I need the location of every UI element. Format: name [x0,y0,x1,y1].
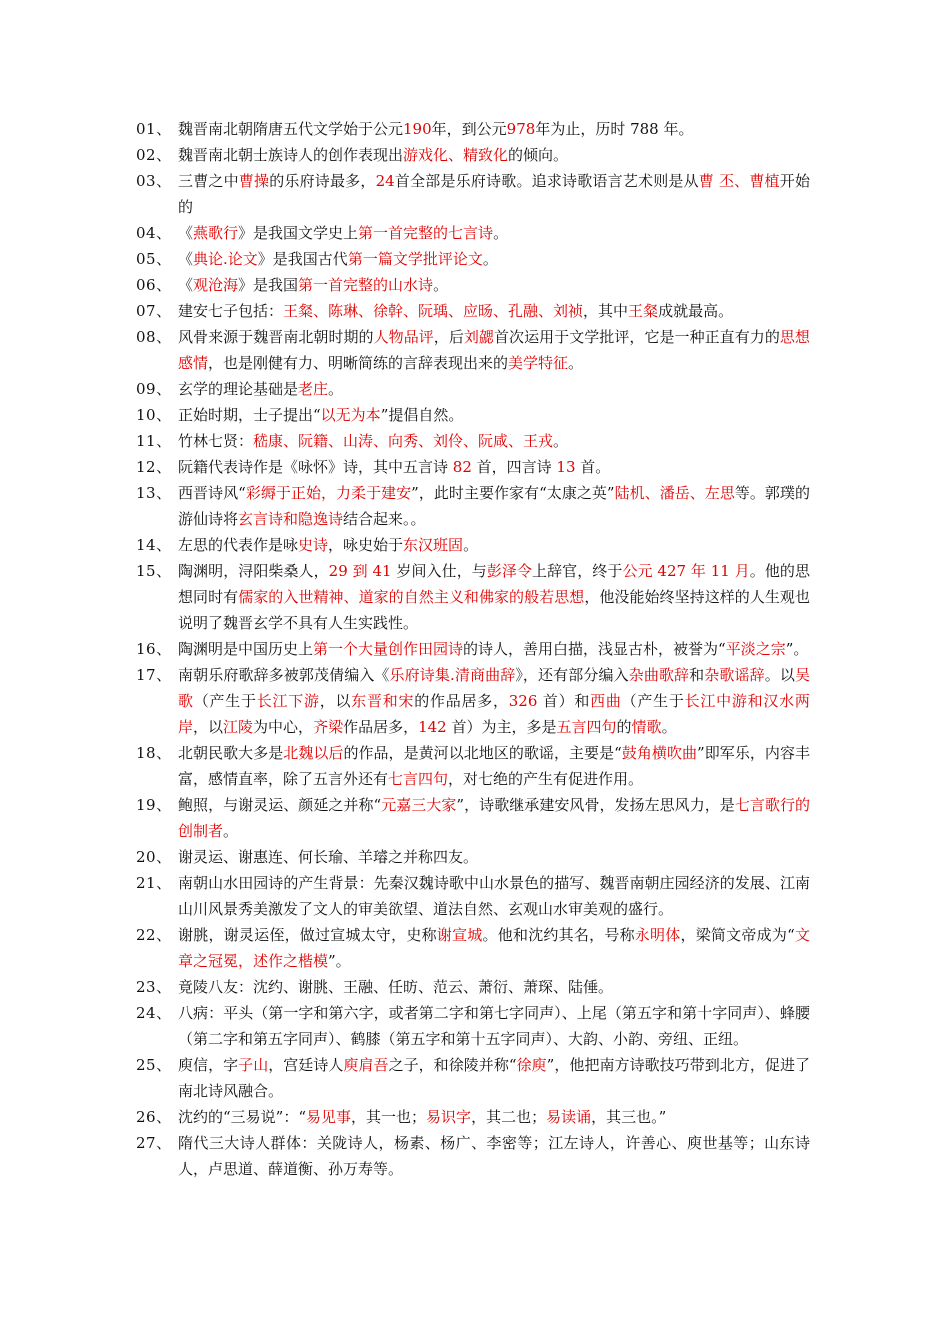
highlighted-keyword: 易识字 [426,1108,472,1126]
highlighted-keyword: 82 [452,458,472,476]
list-item [0,1130,950,1182]
highlighted-keyword: 长江中游和汉水两岸 [178,692,810,736]
item-text [178,428,810,454]
highlighted-keyword: 文章之冠冕，述作之楷模 [178,926,810,970]
item-number: 21、 [136,874,172,892]
text-run: ”，此时主要作家有“太康之英” [411,484,615,502]
highlighted-keyword: 公元 427 年 11 月 [622,562,750,580]
text-run: 陶渊明，浔阳柴桑人， [178,562,329,580]
text-run: 《 [178,224,194,242]
highlighted-keyword: 乐府诗集.清商曲辞 [389,666,516,684]
list-item [0,662,950,740]
item-number: 13、 [136,484,172,502]
list-item [0,1104,950,1130]
list-item [0,1052,950,1104]
highlighted-keyword: 子山 [238,1056,269,1074]
highlighted-keyword: 第一个大量创作田园诗 [313,640,464,658]
text-run: 和 [689,666,705,684]
text-run: ”提倡自然。 [380,406,464,424]
item-number: 11、 [136,432,172,450]
text-run: ，其三也。” [591,1108,667,1126]
text-run: 竟陵八友：沈约、谢朓、王融、任昉、范云、萧衍、萧琛、陆倕。 [178,978,614,996]
highlighted-keyword: 29 到 41 [328,562,392,580]
highlighted-keyword: 平淡之宗 [725,640,786,658]
highlighted-keyword: 13 [556,458,576,476]
item-text [178,1052,810,1104]
item-text [178,1000,810,1052]
text-run: 之子，和徐陵并称“ [388,1056,517,1074]
text-run: ，也是刚健有力、明晰简练的言辞表现出来的 [208,354,509,372]
text-run: 作品居多， [343,718,419,736]
text-run: 》是我国 [238,276,299,294]
highlighted-keyword: 玄言诗和隐逸诗 [238,510,344,528]
list-item [0,844,950,870]
text-run: 年为止，历时 788 年。 [535,120,694,138]
text-run: 的诗人，善用白描，浅显古朴，被誉为“ [463,640,726,658]
highlighted-keyword: 七言歌行的创制者 [178,796,810,840]
item-number: 10、 [136,406,172,424]
item-text [178,220,810,246]
text-run: 。他和沈约其名，号称 [482,926,635,944]
list-item [0,376,950,402]
highlighted-keyword: 以无为本 [320,406,381,424]
highlighted-keyword: 徐庾 [516,1056,547,1074]
highlighted-keyword: 彭泽令 [486,562,533,580]
text-run: ”即军乐，内容丰富，感情直率，除了五言外还有 [178,744,810,788]
highlighted-keyword: 典论.论文 [193,250,258,268]
item-number: 14、 [136,536,172,554]
text-run: 。 [568,354,584,372]
item-text [178,740,810,792]
highlighted-keyword: 陆机、潘岳、左思 [614,484,735,502]
text-run: 魏晋南北朝隋唐五代文学始于公元 [178,120,404,138]
list-item [0,298,950,324]
list-item [0,142,950,168]
text-run: ，宫廷诗人 [268,1056,344,1074]
list-item [0,636,950,662]
list-item [0,324,950,376]
highlighted-keyword: 吴歌 [178,666,810,710]
item-number: 19、 [136,796,172,814]
highlighted-keyword: 儒家的入世精神、道家的自然主义和佛家的般若思想 [238,588,585,606]
list-item [0,974,950,1000]
highlighted-keyword: 978 [506,120,536,138]
item-number: 25、 [136,1056,172,1074]
highlighted-keyword: 第一首完整的山水诗 [298,276,434,294]
text-run: 魏晋南北朝士族诗人的创作表现出 [178,146,404,164]
highlighted-keyword: 杂歌谣辞 [704,666,765,684]
text-run: 。 [553,432,569,450]
text-run: ，以 [319,692,352,710]
text-run: 成就最高。 [658,302,734,320]
highlighted-keyword: 七言四句 [388,770,449,788]
text-run: 庾信，字 [178,1056,239,1074]
item-number: 18、 [136,744,172,762]
text-run: ，他没能始终坚持这样的人生观也说明了魏晋玄学不具有人生实践性。 [178,588,810,632]
item-number: 07、 [136,302,172,320]
list-item [0,480,950,532]
item-text [178,298,810,324]
text-run: 开始的 [178,172,810,216]
text-run: ”。 [328,952,351,970]
text-run: 为中心， [253,718,314,736]
text-run: （产生于 [193,692,257,710]
item-text [178,1130,810,1182]
highlighted-keyword: 长江下游 [256,692,320,710]
highlighted-keyword: 易见事 [306,1108,352,1126]
text-run: 左思的代表作是咏 [178,536,299,554]
text-run: 的作品，是黄河以北地区的歌谣，主要是“ [343,744,622,762]
highlighted-keyword: 游戏化、精致化 [403,146,509,164]
text-run: 。 [223,822,239,840]
item-text [178,480,810,532]
item-number: 22、 [136,926,172,944]
highlighted-keyword: 王粲 [628,302,659,320]
highlighted-keyword: 刘勰 [463,328,494,346]
note-list [0,116,950,1182]
highlighted-keyword: 王粲、陈琳、徐幹、阮瑀、应旸、孔融、刘祯 [283,302,584,320]
highlighted-keyword: 庾肩吾 [343,1056,389,1074]
item-text [178,532,810,558]
text-run: 的 [616,718,632,736]
highlighted-keyword: 史诗 [298,536,329,554]
text-run: ”，他把南方诗歌技巧带到北方，促进了南北诗风融合。 [178,1056,810,1100]
list-item [0,454,950,480]
highlighted-keyword: 北魏以后 [283,744,344,762]
text-run: 鲍照，与谢灵运、颜延之并称“ [178,796,382,814]
item-text [178,1104,810,1130]
item-number: 02、 [136,146,172,164]
highlighted-keyword: 美学特征 [508,354,569,372]
text-run: 》是我国古代 [257,250,348,268]
text-run: 。 [482,250,498,268]
highlighted-keyword: 杂曲歌辞 [628,666,690,684]
text-run: 》，还有部分编入 [515,666,629,684]
highlighted-keyword: 西曲 [590,692,622,710]
item-text [178,662,810,740]
item-number: 06、 [136,276,172,294]
text-run: 。 [661,718,677,736]
highlighted-keyword: 190 [403,120,432,138]
text-run: 首全部是乐府诗歌。追求诗歌语言艺术则是从 [394,172,699,190]
highlighted-keyword: 24 [375,172,395,190]
highlighted-keyword: 江陵 [223,718,254,736]
text-run: ，其二也； [471,1108,547,1126]
text-run: 结合起来。。 [343,510,426,528]
highlighted-keyword: 东晋和宋 [351,692,415,710]
item-text [178,922,810,974]
list-item [0,168,950,220]
list-item [0,246,950,272]
list-item [0,402,950,428]
list-item [0,558,950,636]
highlighted-keyword: 思想感情 [178,328,810,372]
text-run: 《 [178,276,194,294]
text-run: 阮籍代表诗作是《咏怀》诗，其中五言诗 [178,458,453,476]
highlighted-keyword: 齐梁 [313,718,344,736]
text-run: ，咏史始于 [328,536,404,554]
item-number: 20、 [136,848,172,866]
text-run: 沈约的“三易说”：“ [178,1108,307,1126]
item-text [178,844,810,870]
item-number: 09、 [136,380,172,398]
text-run: 南朝乐府歌辞多被郭茂倩编入《 [178,666,390,684]
item-text [178,974,810,1000]
item-text [178,376,810,402]
text-run: 。 [433,276,449,294]
item-number: 08、 [136,328,172,346]
highlighted-keyword: 元嘉三大家 [381,796,457,814]
text-run: ，其中 [583,302,629,320]
item-number: 26、 [136,1108,172,1126]
text-run: 岁间入仕，与 [391,562,487,580]
highlighted-keyword: 326 [508,692,538,710]
item-number: 17、 [136,666,172,684]
item-number: 27、 [136,1134,172,1152]
text-run: 首。 [575,458,611,476]
item-text [178,116,810,142]
item-number: 23、 [136,978,172,996]
list-item [0,740,950,792]
text-run: 三曹之中 [178,172,239,190]
item-text [178,272,810,298]
text-run: 玄学的理论基础是 [178,380,299,398]
text-run: 首，四言诗 [471,458,557,476]
text-run: ”，诗歌继承建安风骨，发扬左思风力，是 [456,796,735,814]
text-run: 西晋诗风“ [178,484,246,502]
item-number: 12、 [136,458,172,476]
highlighted-keyword: 第一篇文学批评论文 [347,250,483,268]
highlighted-keyword: 曹操 [238,172,270,190]
text-run: 。他的思想同时有 [178,562,810,606]
highlighted-keyword: 燕歌行 [193,224,239,242]
text-run: 年，到公元 [431,120,507,138]
item-number: 05、 [136,250,172,268]
item-text [178,246,810,272]
list-item [0,922,950,974]
highlighted-keyword: 鼓角横吹曲 [621,744,698,762]
list-item [0,272,950,298]
item-text [178,454,810,480]
item-number: 16、 [136,640,172,658]
text-run: 。以 [764,666,795,684]
item-text [178,402,810,428]
highlighted-keyword: 谢宣城 [436,926,483,944]
text-run: 风骨来源于魏晋南北朝时期的 [178,328,374,346]
highlighted-keyword: 五言四句 [556,718,617,736]
highlighted-keyword: 第一首完整的七言诗 [358,224,494,242]
text-run: 上辞官，终于 [532,562,623,580]
list-item [0,1000,950,1052]
item-text [178,558,810,636]
item-number: 01、 [136,120,172,138]
text-run: 陶渊明是中国历史上 [178,640,314,658]
highlighted-keyword: 人物品评 [373,328,434,346]
text-run: ”。 [785,640,809,658]
highlighted-keyword: 老庄 [298,380,329,398]
list-item [0,870,950,922]
item-text [178,870,810,922]
text-run: 的乐府诗最多， [269,172,376,190]
highlighted-keyword: 易读诵 [546,1108,592,1126]
item-number: 24、 [136,1004,172,1022]
item-text [178,636,810,662]
highlighted-keyword: 彩缛于正始，力柔于建安 [245,484,412,502]
item-text [178,168,810,220]
list-item [0,116,950,142]
text-run: 建安七子包括： [178,302,284,320]
text-run: 谢灵运、谢惠连、何长瑜、羊璿之并称四友。 [178,848,479,866]
text-run: ，梁简文帝成为“ [680,926,795,944]
text-run: 。 [463,536,479,554]
highlighted-keyword: 142 [418,718,447,736]
text-run: ，其一也； [351,1108,427,1126]
text-run: 等。郭璞的游仙诗将 [178,484,810,528]
text-run: 竹林七贤： [178,432,254,450]
text-run: 。 [493,224,509,242]
list-item [0,428,950,454]
list-item [0,792,950,844]
highlighted-keyword: 情歌 [631,718,662,736]
highlighted-keyword: 永明体 [634,926,681,944]
text-run: 的作品居多， [414,692,509,710]
highlighted-keyword: 东汉班固 [403,536,464,554]
text-run: 隋代三大诗人群体：关陇诗人，杨素、杨广、李密等；江左诗人，许善心、庾世基等；山东诗人，卢思道、薛道衡、孙万寿等。 [178,1134,810,1178]
highlighted-keyword: 曹 丕、曹植 [698,172,780,190]
text-run: 》是我国文学史上 [238,224,359,242]
item-text [178,142,810,168]
text-run: 北朝民歌大多是 [178,744,284,762]
item-text [178,324,810,376]
highlighted-keyword: 观沧海 [193,276,239,294]
text-run: ，后 [433,328,464,346]
text-run: （产生于 [621,692,685,710]
text-run: 的倾向。 [508,146,569,164]
item-number: 15、 [136,562,172,580]
text-run: 。 [328,380,344,398]
text-run: 八病：平头（第一字和第六字，或者第二字和第七字同声）、上尾（第五字和第十字同声）、蜂腰（第二字和第五字同声）、鹤膝（第五字和第十五字同声）、大韵、小韵、旁纽、正纽。 [178,1004,810,1048]
text-run: ，以 [193,718,224,736]
text-run: 南朝山水田园诗的产生背景：先秦汉魏诗歌中山水景色的描写、魏晋南朝庄园经济的发展、江南山川风景秀美激发了文人的审美欲望、道法自然、玄观山水审美观的盛行。 [178,874,810,918]
list-item [0,220,950,246]
item-number: 03、 [136,172,172,190]
highlighted-keyword: 嵇康、阮籍、山涛、向秀、刘伶、阮咸、王戎 [253,432,554,450]
text-run: 首次运用于文学批评，它是一种正直有力的 [493,328,780,346]
text-run: 正始时期，士子提出“ [178,406,321,424]
text-run: 谢朓，谢灵运侄，做过宣城太守，史称 [178,926,437,944]
text-run: 首）和 [537,692,591,710]
item-text [178,792,810,844]
item-number: 04、 [136,224,172,242]
list-item [0,532,950,558]
text-run: ，对七绝的产生有促进作用。 [448,770,644,788]
text-run: 首）为主，多是 [446,718,557,736]
text-run: 《 [178,250,194,268]
